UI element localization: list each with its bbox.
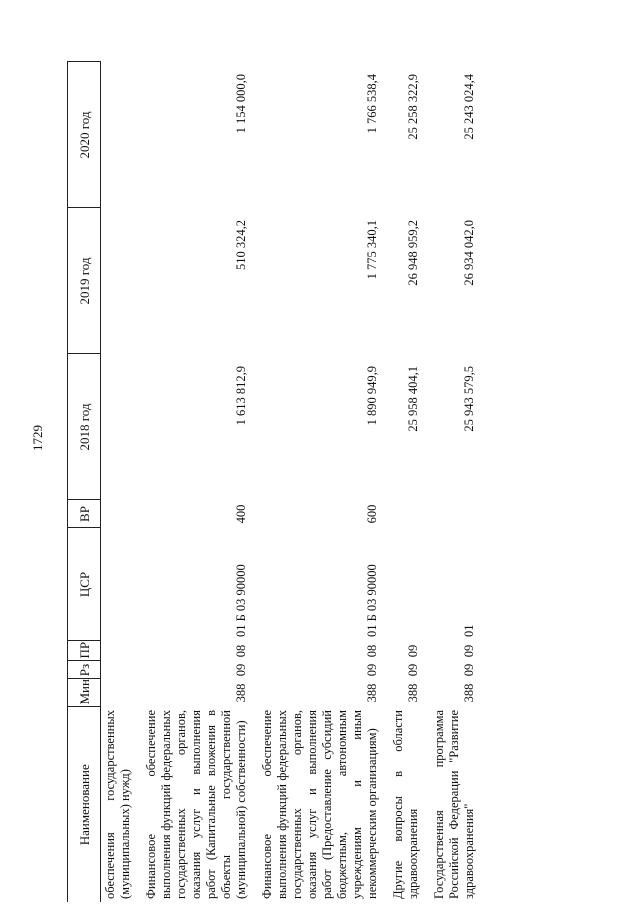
budget-table xyxy=(67,62,482,903)
row-value-2019: 26 934 042,0 xyxy=(462,220,476,286)
row-name: Государственная программа Российской Федерации "Развитие здравоохранения" xyxy=(432,710,476,899)
header-vr: ВР xyxy=(68,500,101,528)
row-value-2018 xyxy=(101,354,139,500)
row-name: Финансовое обеспечение выполнения функций федеральных государственных органов, оказания услуг и выполнения работ (Капитальные вложения в объекты государственной (муниципальной) собственности) xyxy=(144,710,248,899)
row-vr xyxy=(426,500,482,528)
row-value-2019: 26 948 959,2 xyxy=(406,220,420,286)
row-vr: 600 xyxy=(365,504,379,524)
row-csr: 01 Б 03 90000 xyxy=(365,564,379,637)
row-value-2018: 1 613 812,9 xyxy=(234,366,248,426)
row-rz: 09 xyxy=(365,663,379,677)
header-name: Наименование xyxy=(68,707,101,902)
row-value-2018: 1 890 949,9 xyxy=(365,366,379,426)
row-csr: 01 Б 03 90000 xyxy=(234,564,248,637)
row-value-2018: 25 958 404,1 xyxy=(406,366,420,432)
row-min: 388 xyxy=(365,683,379,703)
row-value-2019: 510 324,2 xyxy=(234,220,248,270)
rotated-page-content xyxy=(67,62,567,902)
table-row xyxy=(254,62,385,902)
table-row xyxy=(385,62,426,902)
row-rz: 09 xyxy=(462,663,476,677)
row-value-2019 xyxy=(101,208,139,354)
row-rz: 09 xyxy=(406,663,420,677)
header-2018: 2018 год xyxy=(68,354,101,500)
row-pr: 09 xyxy=(462,644,476,658)
row-vr xyxy=(101,500,139,528)
row-vr xyxy=(385,500,426,528)
header-2020: 2020 год xyxy=(68,62,101,208)
table-row xyxy=(101,62,139,902)
row-vr: 400 xyxy=(234,504,248,524)
row-value-2019: 1 775 340,1 xyxy=(365,220,379,280)
row-csr: 01 xyxy=(462,624,476,637)
row-csr xyxy=(385,528,426,641)
header-rz: Рз xyxy=(68,661,101,679)
row-min xyxy=(101,679,139,707)
row-pr: 08 xyxy=(234,644,248,658)
row-value-2020: 25 243 024,4 xyxy=(462,74,476,140)
row-value-2020: 25 258 322,9 xyxy=(406,74,420,140)
row-value-2018: 25 943 579,5 xyxy=(462,366,476,432)
row-min: 388 xyxy=(406,683,420,703)
row-rz xyxy=(101,661,139,679)
row-value-2020: 1 766 538,4 xyxy=(365,74,379,134)
header-2019: 2019 год xyxy=(68,208,101,354)
header-min: Мин xyxy=(68,679,101,707)
header-pr: ПР xyxy=(68,641,101,661)
row-name: обеспечения государственных (муниципальных) нужд) xyxy=(103,710,132,899)
row-value-2020 xyxy=(101,62,139,208)
row-pr xyxy=(101,641,139,661)
table-header-row xyxy=(68,62,101,902)
row-rz: 09 xyxy=(234,663,248,677)
row-pr: 09 xyxy=(406,644,420,658)
header-csr: ЦСР xyxy=(68,528,101,641)
row-pr: 08 xyxy=(365,644,379,658)
page-number: 1729 xyxy=(30,425,45,451)
row-name: Финансовое обеспечение выполнения функций федеральных государственных органов, оказания услуг и выполнения работ (Предоставление субсидий бюджетным, автономным учреждениям и иным некоммерческим организациям) xyxy=(260,710,379,899)
row-min: 388 xyxy=(462,683,476,703)
row-csr xyxy=(101,528,139,641)
row-value-2020: 1 154 000,0 xyxy=(234,74,248,134)
row-min: 388 xyxy=(234,683,248,703)
row-name: Другие вопросы в области здравоохранения xyxy=(391,710,420,899)
table-row xyxy=(138,62,254,902)
table-row xyxy=(426,62,482,902)
